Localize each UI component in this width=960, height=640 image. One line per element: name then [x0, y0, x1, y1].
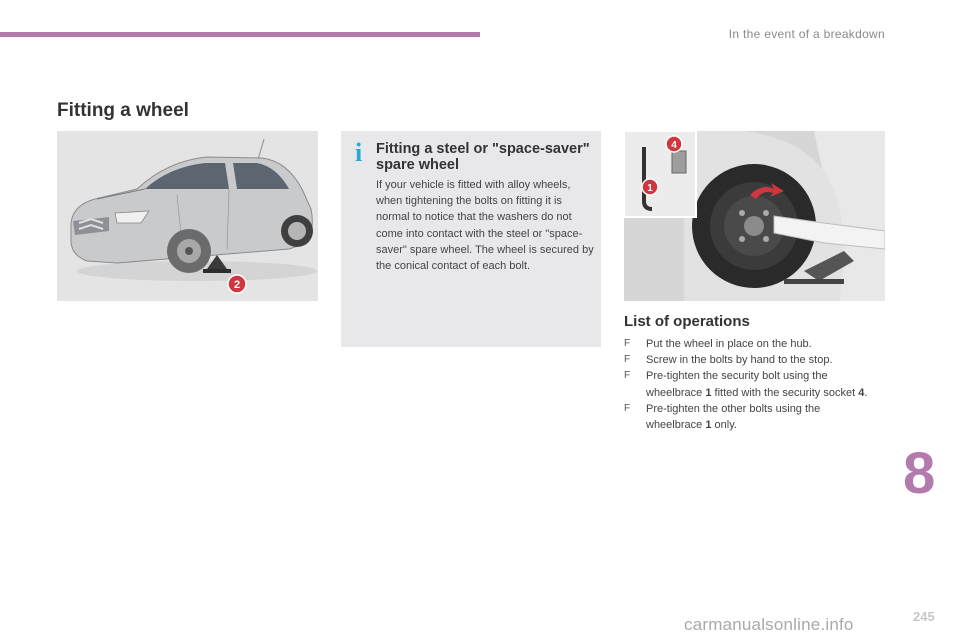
- operation-part-ref: 4: [858, 386, 865, 399]
- operation-part-text: Put the wheel in place on the hub.: [646, 338, 812, 350]
- operation-item: [624, 336, 874, 352]
- page-title: Fitting a wheel: [57, 100, 189, 121]
- operation-part-text: Screw in the bolts by hand to the stop.: [646, 354, 833, 367]
- section-label: In the event of a breakdown: [728, 27, 885, 41]
- bullet-icon: F: [624, 402, 631, 414]
- bullet-icon: F: [624, 354, 631, 366]
- bullet-icon: F: [624, 338, 631, 349]
- info-box: [341, 131, 601, 347]
- operations-list: [624, 336, 874, 433]
- car-jack-illustration: [57, 131, 318, 301]
- callout-4-marker: [666, 136, 682, 152]
- wheel-illustration-svg: [624, 131, 885, 301]
- callout-4-label: 4: [671, 140, 677, 151]
- info-box-body: If your vehicle is fitted with alloy wheels, when tightening the bolts on fitting it is normal to notice that the washers do not come into contact with the steel or "space-saver" spare wheel. The wheel is secured by the conical contact of each bolt.: [376, 179, 594, 273]
- callout-2-marker: [228, 275, 246, 293]
- bullet-icon: F: [624, 370, 631, 382]
- operation-part-text: fitted with the security socket: [711, 386, 859, 399]
- info-box-title: Fitting a steel or "space-saver" spare wheel: [376, 141, 590, 173]
- callout-1-label: 1: [647, 183, 653, 194]
- operations-title: List of operations: [624, 313, 750, 330]
- operation-item: [624, 401, 874, 433]
- top-accent-bar: [0, 32, 480, 37]
- operation-part-text: Pre-tighten the other bolts using the wheelbrace: [646, 402, 821, 432]
- operation-part-text: only.: [711, 419, 737, 432]
- page-number: 245: [913, 609, 935, 624]
- operation-item: [624, 368, 874, 400]
- chapter-number: 8: [903, 441, 936, 506]
- operation-item: [624, 352, 874, 368]
- car-illustration-svg: [57, 131, 318, 301]
- watermark: carmanualsonline.info: [684, 615, 854, 634]
- callout-1-marker: [642, 179, 658, 195]
- operation-part-text: Pre-tighten the security bolt using the wheelbrace: [646, 370, 828, 399]
- info-icon: i: [355, 138, 363, 167]
- operation-part-ref: 1: [705, 386, 712, 399]
- operation-part-text: .: [864, 386, 868, 399]
- callout-2-label: 2: [233, 279, 241, 291]
- operation-part-ref: 1: [705, 419, 712, 432]
- wheel-bolts-illustration: [624, 131, 885, 301]
